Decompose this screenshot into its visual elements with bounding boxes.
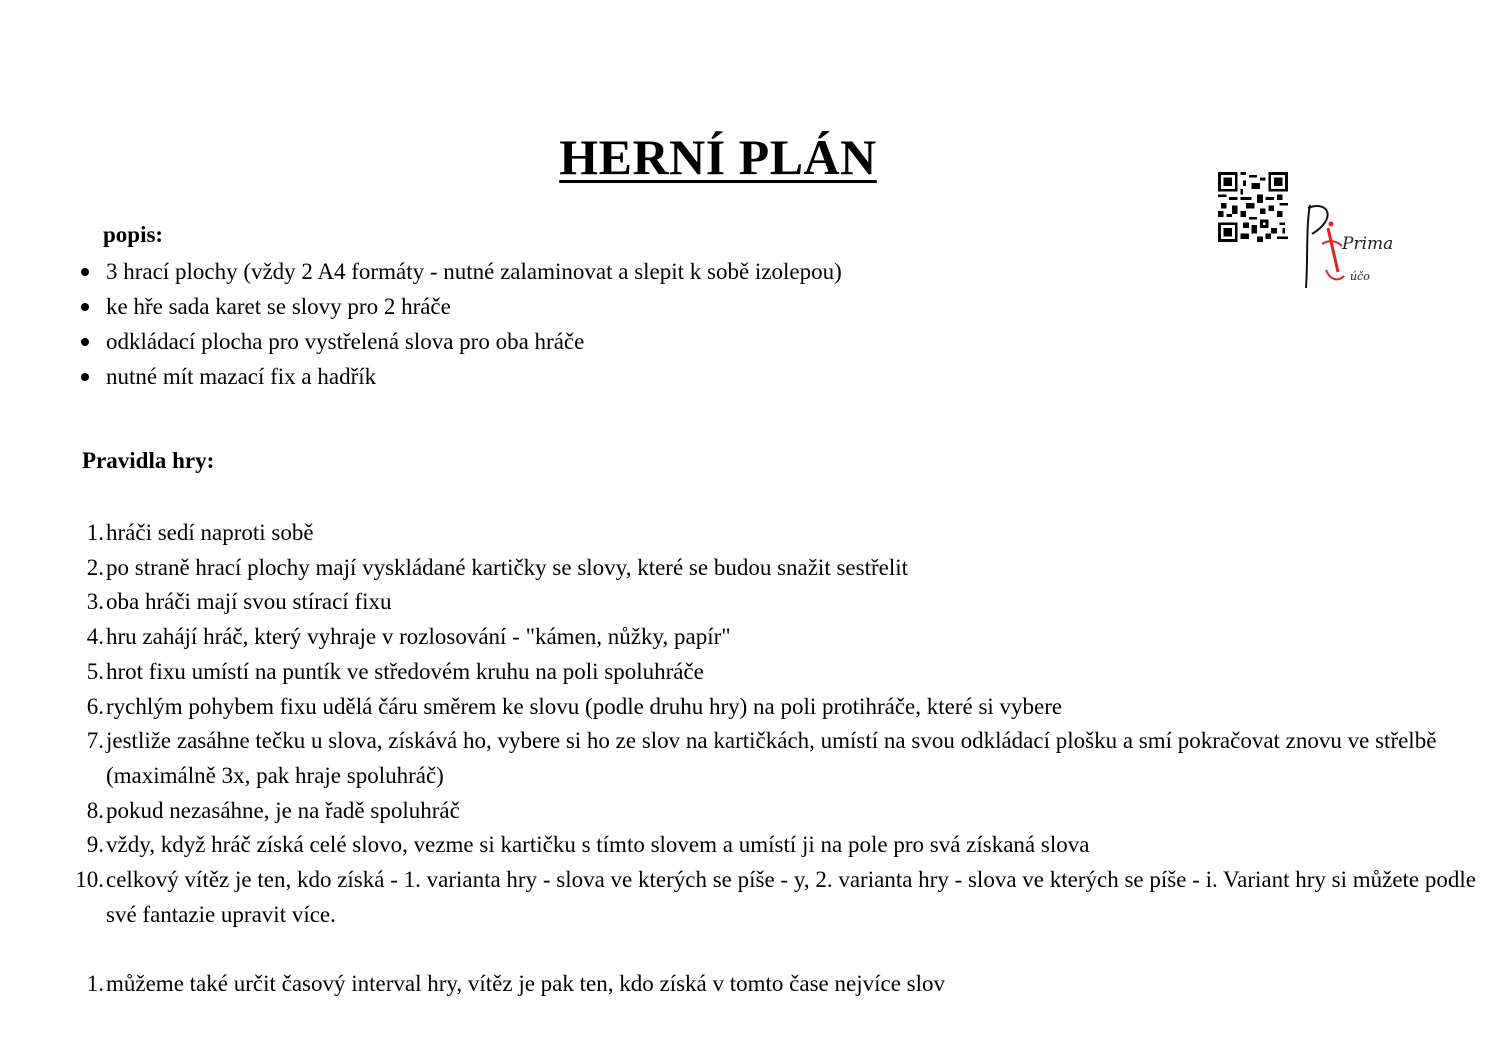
item-text: hrot fixu umístí na puntík ve středovém kruhu na poli spoluhráče: [106, 658, 704, 684]
item-number: 3.: [86, 589, 104, 615]
item-number: 2.: [86, 554, 104, 580]
item-text: můžeme také určit časový interval hry, vítěz je pak ten, kdo získá v tomto čase nejvíce slov: [106, 971, 945, 996]
list-item: [0, 551, 1490, 586]
list-item: [0, 863, 1490, 932]
page-title: HERNÍ PLÁN: [559, 129, 877, 185]
item-text: po straně hrací plochy mají vyskládané kartičky se slovy, které se budou snažit sestřelit: [106, 554, 909, 580]
item-text: pokud nezasáhne, je na řadě spoluhráč: [106, 797, 460, 823]
popis-heading: popis:: [103, 222, 164, 247]
item-text: rychlým pohybem fixu udělá čáru směrem ke slovu (podle druhu hry) na poli protihráče, které si vybere: [106, 693, 1063, 719]
list-item: [0, 655, 1490, 690]
list-item: odkládací plocha pro vystřelená slova pro oba hráče: [0, 324, 842, 359]
list-item: [0, 690, 1490, 725]
item-text: hru zahájí hráč, který vyhraje v rozlosování - "kámen, nůžky, papír": [106, 624, 731, 650]
item-text: hráči sedí naproti sobě: [106, 520, 314, 545]
item-text: jestliže zasáhne tečku u slova, získává ho, vybere si ho ze slov na kartičkách, umístí na svou odkládací plošku a smí pokračovat znovu ve střelbě (maximálně 3x, pak hraje spoluhráč): [106, 728, 1437, 788]
list-item: [0, 794, 1490, 829]
extra-rules-list: [0, 967, 1490, 1002]
item-text: celkový vítěz je ten, kdo získá - 1. varianta hry - slova ve kterých se píše - y, 2. varianta hry - slova ve kterých se píše - i. Variant hry si můžete podle své fantazie upravit více.: [106, 867, 1476, 927]
list-item: 3 hrací plochy (vždy 2 A4 formáty - nutné zalaminovat a slepit k sobě izolepou): [0, 254, 842, 289]
rules-list: [0, 516, 1490, 932]
item-text: vždy, když hráč získá celé slovo, vezme si kartičku s tímto slovem a umístí ji na pole pro svá získaná slova: [106, 832, 1090, 858]
rules-heading: Pravidla hry:: [82, 448, 215, 473]
list-item: [0, 828, 1490, 863]
list-item: [0, 967, 1490, 1002]
list-item: [0, 620, 1490, 655]
logo: [1218, 172, 1394, 292]
item-number: 7.: [86, 728, 104, 754]
list-item: nutné mít mazací fix a hadřík: [0, 359, 842, 394]
item-number: 1.: [86, 520, 104, 545]
item-number: 1.: [86, 971, 104, 996]
list-item: [0, 585, 1490, 620]
item-number: 8.: [86, 797, 104, 823]
list-item: [0, 724, 1490, 793]
list-item: [0, 516, 1490, 551]
item-number: 4.: [86, 624, 104, 650]
item-number: 6.: [86, 693, 104, 719]
item-number: 10.: [75, 867, 104, 893]
qr-code-icon: [1218, 172, 1288, 242]
list-item: ke hře sada karet se slovy pro 2 hráče: [0, 289, 842, 324]
item-number: 5.: [86, 658, 104, 684]
item-text: oba hráči mají svou stírací fixu: [106, 589, 392, 615]
popis-list: [0, 254, 842, 394]
item-number: 9.: [86, 832, 104, 858]
signature-subtext: účo: [1350, 270, 1370, 283]
signature-text: Prima: [1342, 234, 1394, 254]
